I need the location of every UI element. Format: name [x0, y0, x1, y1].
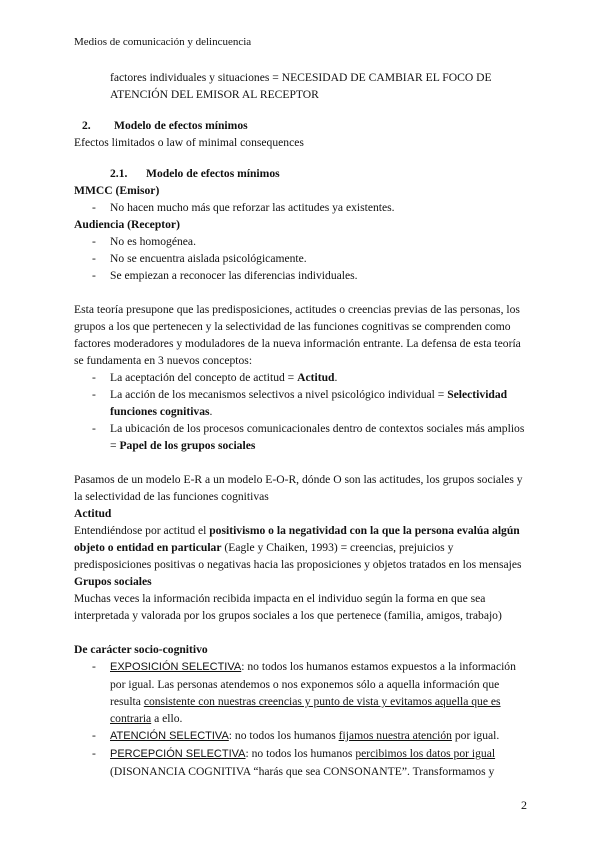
audiencia-heading: Audiencia (Receptor) — [74, 218, 180, 231]
running-header: Medios de comunicación y delincuencia — [74, 36, 252, 48]
concepts-list — [74, 369, 532, 454]
list-item: - No es homogénea. — [74, 233, 532, 250]
list-item: - ATENCIÓN SELECTIVA: no todos los humanos fijamos nuestra atención por igual. — [74, 727, 532, 745]
mmcc-list — [74, 199, 532, 216]
page-number: 2 — [521, 798, 527, 812]
section-2-subtitle: Efectos limitados o law of minimal consequences — [74, 136, 304, 149]
actitud-paragraph: Entendiéndose por actitud el positivismo o la negatividad con la que la persona evalúa algún objeto o entidad en particular (Eagle y Chaiken, 1993) = creencias, prejuicios y predisposiciones positivas o negativas hacia las proposiciones y objetos tratados en los mensajes — [74, 524, 522, 571]
section-2-heading — [74, 117, 532, 134]
list-item: - EXPOSICIÓN SELECTIVA: no todos los humanos estamos expuestos a la información por igual. Las personas atendemos o nos exponemos sólo a aquella información que resulta consistente con nuestras creencias y punto de vista y evitamos aquella que es contraria a ello. — [74, 658, 532, 727]
audiencia-list — [74, 233, 532, 284]
section-2-1-heading — [74, 165, 532, 182]
socio-cognitivo-heading: De carácter socio-cognitivo — [74, 643, 208, 656]
list-item: - La acción de los mecanismos selectivos a nivel psicológico individual = Selectividad funciones cognitivas. — [74, 386, 532, 420]
section-2-1-number: 2.1. — [110, 167, 128, 180]
list-item: - No se encuentra aislada psicológicamente. — [74, 250, 532, 267]
page-body — [74, 69, 532, 780]
list-item: - Se empiezan a reconocer las diferencias individuales. — [74, 267, 532, 284]
section-2-number: 2. — [82, 119, 91, 132]
section-2-1-title: Modelo de efectos mínimos — [146, 167, 280, 180]
list-item: - No hacen mucho más que reforzar las actitudes ya existentes. — [74, 199, 532, 216]
grupos-heading: Grupos sociales — [74, 575, 152, 588]
section-2-title: Modelo de efectos mínimos — [114, 119, 248, 132]
list-item: - La aceptación del concepto de actitud = Actitud. — [74, 369, 532, 386]
socio-cognitivo-list — [74, 658, 532, 780]
model-paragraph: Pasamos de un modelo E-R a un modelo E-O-R, dónde O son las actitudes, los grupos sociales y la selectividad de las funciones cognitivas — [74, 473, 523, 503]
mmcc-heading: MMCC (Emisor) — [74, 184, 160, 197]
grupos-paragraph: Muchas veces la información recibida impacta en el individuo según la forma en que sea interpretada y valorada por los grupos sociales a los que pertenece (familia, amigos, trabajo) — [74, 592, 502, 622]
intro-paragraph: factores individuales y situaciones = NECESIDAD DE CAMBIAR EL FOCO DE ATENCIÓN DEL EMISOR AL RECEPTOR — [110, 71, 492, 101]
list-item: - La ubicación de los procesos comunicacionales dentro de contextos sociales más amplios = Papel de los grupos sociales — [74, 420, 532, 454]
list-item: - PERCEPCIÓN SELECTIVA: no todos los humanos percibimos los datos por igual (DISONANCIA COGNITIVA “harás que sea CONSONANTE”. Transformamos y — [74, 745, 532, 780]
theory-paragraph: Esta teoría presupone que las predisposiciones, actitudes o creencias previas de las personas, los grupos a los que pertenecen y la selectividad de las funciones cognitivas se comprenden como factores moderadores y moduladores de la nueva información entrante. La defensa de esta teoría se fundamenta en 3 nuevos conceptos: — [74, 303, 521, 367]
actitud-heading: Actitud — [74, 507, 112, 520]
